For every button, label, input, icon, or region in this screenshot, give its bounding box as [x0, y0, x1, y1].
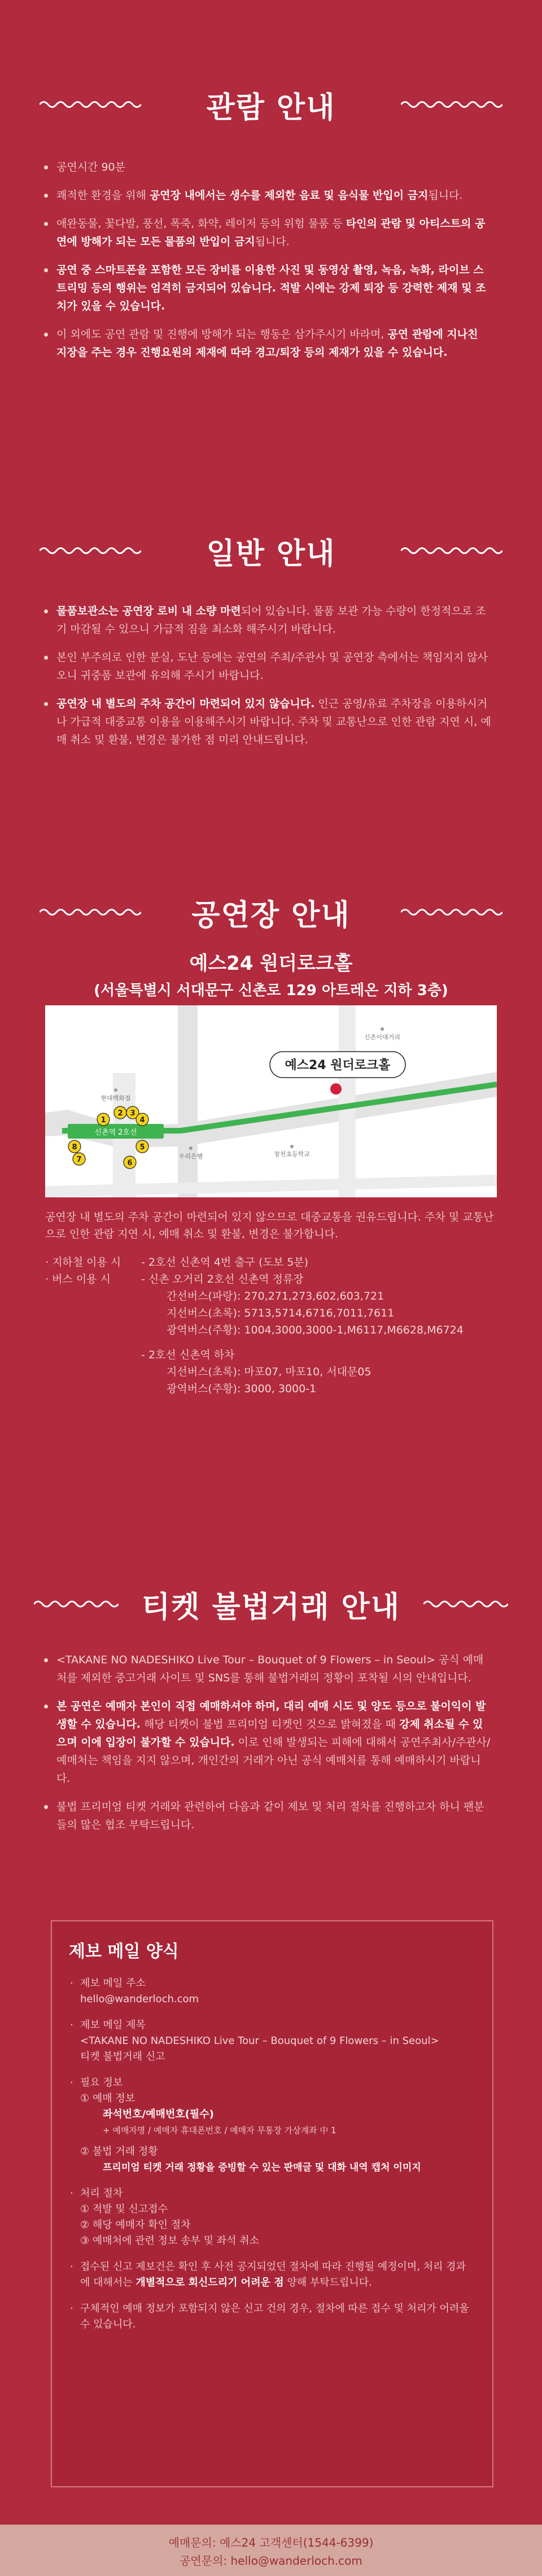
ticket-list — [0, 1651, 542, 1834]
wave-decoration-icon — [40, 99, 141, 110]
email-form-title: 제보 메일 양식 — [69, 1942, 179, 1962]
info-evidence-label: ② 불법 거래 정황 — [80, 2146, 158, 2157]
general-list — [0, 602, 542, 749]
bus-b-title: - 2호선 신촌역 하차 — [141, 1349, 235, 1361]
exit-3-label: 3 — [130, 1109, 136, 1118]
list-item: 본 공연은 예매자 본인이 직접 예매하셔야 하며, 대리 예매 시도 및 양도 등으로 불이익이 발생할 수 있습니다. 해당 티켓이 불법 프리미엄 티켓인 것으로 밝혀졌을 때 강제 취소될 수 있으며 이에 입장이 불가할 수 있습니다. 이로 인해 발생되는 피해에 대해서 공연주최사/주관사/예매처는 책임을 지지 않으며, 개인간의 거래가 아닌 공식 예매처를 통해 예매하시기 바랍니다. — [56, 1697, 491, 1788]
info-booking-required: 좌석번호/예매번호(필수) — [103, 2108, 214, 2120]
footer — [0, 2525, 542, 2576]
info-evidence-required: 프리미엄 티켓 거래 정황을 증빙할 수 있는 판매글 및 대화 내역 캡처 이미지 — [103, 2162, 421, 2173]
viewing-list — [0, 158, 542, 361]
list-item: <TAKANE NO NADESHIKO Live Tour – Bouquet of 9 Flowers – in Seoul> 공식 예매처를 제외한 중고거래 사이트 및 SNS를 통해 불법거래의 정황이 포착될 시의 안내입니다. — [56, 1651, 491, 1687]
list-item: 공연장 내 별도의 주차 공간이 마련되어 있지 않습니다. 인근 공영/유료 주차장을 이용하시거나 가급적 대중교통 이용을 이용해주시기 바랍니다. 주차 및 교통난으로 인한 관람 지연 시, 예매 취소 및 환불, 변경은 불가한 점 미리 안내드립니다. — [56, 695, 491, 749]
note-item: · 접수된 신고 제보건은 확인 후 사전 공지되었던 절차에 따라 진행될 예정이며, 처리 경과에 대해서는 개별적으로 회신드리기 어려운 점 양해 부탁드립니다. — [80, 2259, 475, 2291]
required-info-label: · 필요 정보 — [80, 2077, 123, 2089]
wave-decoration-icon — [40, 907, 141, 917]
list-item: 이 외에도 공연 관람 및 진행에 방해가 되는 행동은 삼가주시기 바라며, 공연 관람에 지나친 지장을 주는 경우 진행요원의 제재에 따라 경고/퇴장 등의 제재가 있을 수 있습니다. — [56, 325, 491, 361]
email-address-link[interactable]: hello@wanderloch.com — [80, 1993, 199, 2005]
required-info-item — [80, 2075, 475, 2176]
wave-decoration-icon — [401, 99, 502, 110]
list-item: 불법 프리미엄 티켓 거래와 관련하여 다음과 같이 제보 및 처리 절차를 진행하고자 하니 팬분들의 많은 협조 부탁드립니다. — [56, 1798, 491, 1834]
venue-name: 예스24 원더로크홀 — [189, 952, 353, 975]
venue-pin-icon — [330, 1083, 342, 1095]
info-booking-label: ① 예매 정보 — [80, 2093, 136, 2104]
process-item — [80, 2186, 475, 2249]
wave-decoration-icon — [34, 1599, 119, 1609]
bus-line: 광역버스(주황): 1004,3000,3000-1,M6117,M6628,M6724 — [167, 1324, 464, 1336]
list-item: 물품보관소는 공연장 로비 내 소량 마련되어 있습니다. 물품 보관 가능 수량이 한정적으로 조기 마감될 수 있으니 가급적 짐을 최소화 해주시기 바랍니다. — [56, 602, 491, 638]
general-section — [0, 531, 542, 759]
exit-7-label: 7 — [76, 1156, 82, 1164]
bus-a-lines — [45, 1288, 508, 1339]
map-label-changcheon-school: 창천초등학교 — [274, 1150, 310, 1158]
subway-row — [45, 1254, 508, 1271]
footer-booking-contact: 예매문의: 예스24 고객센터(1544-6399) — [168, 2536, 374, 2549]
exit-1-label: 1 — [100, 1116, 106, 1124]
bus-line: 광역버스(주황): 3000, 3000-1 — [167, 1383, 317, 1395]
note-item: · 구체적인 예매 정보가 포함되지 않은 신고 건의 경우, 절차에 따른 접수 및 처리가 어려울 수 있습니다. — [80, 2301, 475, 2333]
map-label-hyundai: 현대백화점 — [100, 1095, 131, 1102]
general-header — [0, 531, 542, 570]
list-item: 애완동물, 꽃다발, 풍선, 폭죽, 화약, 레이저 등의 위험 물품 등 타인의 관람 및 아티스트의 공연에 방해가 되는 모든 물품의 반입이 금지됩니다. — [56, 215, 491, 251]
bus-b-lines — [45, 1363, 508, 1397]
subway-value: - 2호선 신촌역 4번 출구 (도보 5분) — [141, 1256, 309, 1269]
email-subject-label: · 제보 메일 제목 — [80, 2019, 146, 2031]
email-form-body — [52, 1970, 492, 2360]
list-item: 공연시간 90분 — [56, 158, 491, 176]
email-subject-item — [80, 2017, 475, 2065]
wave-decoration-icon — [40, 546, 141, 556]
email-subject-value-2: 티켓 불법거래 신고 — [80, 2051, 165, 2063]
email-subject-value: <TAKANE NO NADESHIKO Live Tour – Bouquet of 9 Flowers – in Seoul> — [80, 2035, 439, 2047]
email-address-label: · 제보 메일 주소 — [80, 1977, 146, 1989]
wave-decoration-icon — [401, 907, 502, 917]
subway-label: · 지하철 이용 시 — [45, 1256, 121, 1269]
viewing-title: 관람 안내 — [206, 90, 336, 125]
list-item: 본인 부주의로 인한 분실, 도난 등에는 공연의 주최/주관사 및 공연장 측에서는 책임지지 않사오니 귀중품 보관에 유의해 주시기 바랍니다. — [56, 648, 491, 685]
bus-row — [45, 1271, 508, 1288]
list-item: 공연 중 스마트폰을 포함한 모든 장비를 이용한 사진 및 동영상 촬영, 녹음, 녹화, 라이브 스트리밍 등의 행위는 엄격히 금지되어 있습니다. 적발 시에는 강제 퇴장 등 강력한 제재 및 조치가 있을 수 있습니다. — [56, 261, 491, 315]
venue-header — [0, 892, 542, 932]
ticket-title: 티켓 불법거래 안내 — [141, 1590, 401, 1624]
bus-label: · 버스 이용 시 — [45, 1273, 111, 1285]
venue-map[interactable] — [45, 1005, 497, 1197]
exit-6-label: 6 — [127, 1159, 133, 1167]
bus-a-title: - 신촌 오거리 2호선 신촌역 정류장 — [141, 1273, 304, 1285]
map-label-ewha-street: 신촌이대거리 — [364, 1034, 400, 1041]
wave-decoration-icon — [423, 1599, 508, 1609]
general-title: 일반 안내 — [206, 537, 336, 571]
exit-4-label: 4 — [139, 1116, 145, 1124]
list-item: 쾌적한 환경을 위해 공연장 내에서는 생수를 제외한 음료 및 음식물 반입이 금지됩니다. — [56, 186, 491, 204]
exit-8-label: 8 — [72, 1143, 77, 1152]
bus-line: 지선버스(초록): 5713,5714,6716,7011,7611 — [167, 1307, 395, 1319]
process-step: ③ 예매처에 관련 정보 송부 및 좌석 취소 — [80, 2235, 260, 2247]
viewing-header — [0, 85, 542, 124]
venue-address: (서울특별시 서대문구 신촌로 129 아트레온 지하 3층) — [94, 982, 448, 999]
info-booking-sub: + 예매자명 / 예매자 휴대폰번호 / 예매자 무통장 가상계좌 中 1 — [103, 2125, 336, 2135]
venue-section — [0, 892, 542, 1395]
bus-line: 지선버스(초록): 마포07, 마포10, 서대문05 — [167, 1366, 371, 1378]
process-step: ① 적발 및 신고접수 — [80, 2203, 168, 2215]
venue-note: 공연장 내 별도의 주차 공간이 마련되어 있지 않으므로 대중교통을 권유드립니다. 주차 및 교통난으로 인한 관람 지연 시, 예매 취소 및 환불, 변경은 불가합니다. — [45, 1211, 494, 1240]
station-label: 신촌역 2호선 — [94, 1128, 137, 1137]
email-address-item — [80, 1976, 475, 2007]
wave-decoration-icon — [401, 546, 502, 556]
exit-5-label: 5 — [139, 1143, 145, 1152]
process-step: ② 해당 예매자 확인 절차 — [80, 2219, 191, 2231]
venue-title: 공연장 안내 — [191, 898, 351, 932]
exit-2-label: 2 — [117, 1109, 123, 1118]
transit-info — [45, 1254, 508, 1397]
ticket-section — [0, 1584, 542, 1844]
venue-callout-label: 예스24 원더로크홀 — [285, 1058, 391, 1073]
map-label-woori-bank: 우리은행 — [178, 1153, 203, 1160]
bus-line: 간선버스(파랑): 270,271,273,602,603,721 — [167, 1290, 384, 1302]
viewing-section — [0, 85, 542, 372]
email-form-box — [51, 1920, 493, 2487]
footer-show-contact: 공연문의: hello@wanderloch.com — [180, 2554, 362, 2568]
process-label: · 처리 절차 — [80, 2187, 123, 2199]
map-graphic — [45, 1005, 497, 1197]
ticket-header — [0, 1584, 542, 1624]
